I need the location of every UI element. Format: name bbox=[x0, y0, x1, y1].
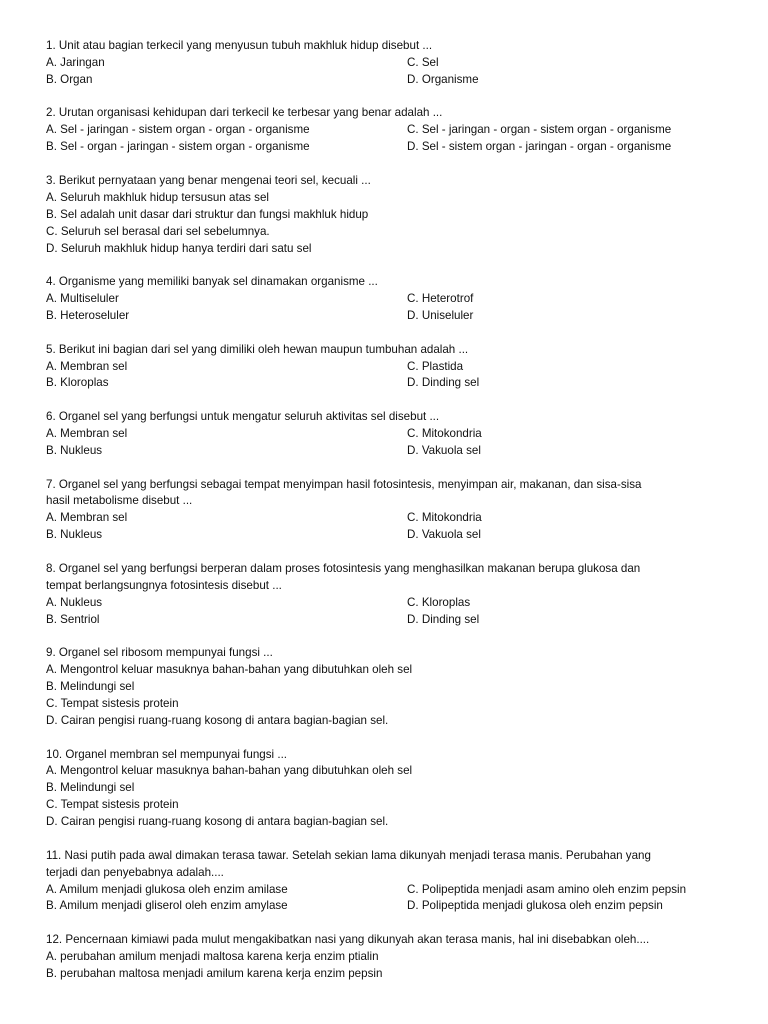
question-text: 2. Urutan organisasi kehidupan dari terkecil ke terbesar yang benar adalah ... bbox=[46, 106, 443, 120]
option-row bbox=[46, 510, 736, 527]
answer-option: A. Sel - jaringan - sistem organ - organ - organisme bbox=[46, 123, 310, 137]
answer-option: B. Melindungi sel bbox=[46, 680, 135, 694]
answer-option: C. Plastida bbox=[407, 359, 464, 373]
question-4 bbox=[46, 274, 736, 325]
question-text: 12. Pencernaan kimiawi pada mulut mengakibatkan nasi yang dikunyah akan terasa manis, hal ini disebabkan oleh.... bbox=[46, 933, 650, 947]
question-text: 6. Organel sel yang berfungsi untuk mengatur seluruh aktivitas sel disebut ... bbox=[46, 410, 440, 424]
option-row bbox=[46, 359, 736, 376]
answer-option: C. Polipeptida menjadi asam amino oleh enzim pepsin bbox=[407, 882, 687, 896]
answer-option: A. Membran sel bbox=[46, 511, 128, 525]
option-row bbox=[46, 612, 736, 629]
answer-option: B. Nukleus bbox=[46, 443, 103, 457]
answer-option: B. Sel - organ - jaringan - sistem organ - organisme bbox=[46, 140, 310, 154]
answer-option: D. Polipeptida menjadi glukosa oleh enzim pepsin bbox=[407, 899, 663, 913]
answer-option: B. Kloroplas bbox=[46, 376, 109, 390]
answer-option: B. Melindungi sel bbox=[46, 781, 135, 795]
answer-option: C. Tempat sistesis protein bbox=[46, 696, 179, 710]
question-text: 11. Nasi putih pada awal dimakan terasa tawar. Setelah sekian lama dikunyah menjadi terasa manis. Perubahan yang bbox=[46, 848, 651, 862]
question-text: 3. Berikut pernyataan yang benar mengenai teori sel, kecuali ... bbox=[46, 173, 371, 187]
option-row bbox=[46, 72, 736, 89]
question-2 bbox=[46, 105, 736, 156]
question-text: 9. Organel sel ribosom mempunyai fungsi ... bbox=[46, 646, 273, 660]
answer-option: A. Jaringan bbox=[46, 55, 105, 69]
question-text: 4. Organisme yang memiliki banyak sel dinamakan organisme ... bbox=[46, 275, 378, 289]
answer-option: B. Sentriol bbox=[46, 612, 100, 626]
answer-option: D. Cairan pengisi ruang-ruang kosong di antara bagian-bagian sel. bbox=[46, 815, 389, 829]
question-text: 10. Organel membran sel mempunyai fungsi ... bbox=[46, 747, 288, 761]
question-text: 8. Organel sel yang berfungsi berperan dalam proses fotosintesis yang menghasilkan makanan berupa glukosa dan bbox=[46, 561, 641, 575]
question-5 bbox=[46, 342, 736, 393]
answer-option: A. Nukleus bbox=[46, 595, 103, 609]
question-text: tempat berlangsungnya fotosintesis disebut ... bbox=[46, 578, 282, 592]
option-row bbox=[46, 308, 736, 325]
answer-option: D. Cairan pengisi ruang-ruang kosong di antara bagian-bagian sel. bbox=[46, 713, 389, 727]
answer-option: C. Seluruh sel berasal dari sel sebelumnya. bbox=[46, 224, 270, 238]
option-row bbox=[46, 426, 736, 443]
answer-option: D. Vakuola sel bbox=[407, 443, 481, 457]
answer-option: A. perubahan amilum menjadi maltosa karena kerja enzim ptialin bbox=[46, 950, 379, 964]
answer-option: C. Mitokondria bbox=[407, 427, 482, 441]
question-text: 1. Unit atau bagian terkecil yang menyusun tubuh makhluk hidup disebut ... bbox=[46, 39, 433, 52]
question-9 bbox=[46, 645, 736, 729]
question-11 bbox=[46, 848, 736, 916]
option-row bbox=[46, 291, 736, 308]
answer-option: A. Multiseluler bbox=[46, 292, 119, 306]
answer-option: B. perubahan maltosa menjadi amilum karena kerja enzim pepsin bbox=[46, 966, 383, 980]
answer-option: C. Mitokondria bbox=[407, 511, 482, 525]
answer-option: D. Dinding sel bbox=[407, 376, 480, 390]
answer-option: A. Membran sel bbox=[46, 359, 128, 373]
question-8 bbox=[46, 561, 736, 629]
question-6 bbox=[46, 409, 736, 460]
option-row bbox=[46, 527, 736, 544]
option-row bbox=[46, 55, 736, 72]
answer-option: D. Uniseluler bbox=[407, 308, 474, 322]
question-10 bbox=[46, 747, 736, 831]
option-row bbox=[46, 122, 736, 139]
answer-option: C. Heterotrof bbox=[407, 292, 474, 306]
answer-option: B. Nukleus bbox=[46, 528, 103, 542]
question-text: 7. Organel sel yang berfungsi sebagai tempat menyimpan hasil fotosintesis, menyimpan air, makanan, dan sisa-sisa bbox=[46, 477, 642, 491]
answer-option: B. Sel adalah unit dasar dari struktur dan fungsi makhluk hidup bbox=[46, 207, 369, 221]
answer-option: C. Sel - jaringan - organ - sistem organ - organisme bbox=[407, 123, 672, 137]
answer-option: A. Amilum menjadi glukosa oleh enzim amilase bbox=[46, 882, 288, 896]
question-text: hasil metabolisme disebut ... bbox=[46, 494, 193, 508]
question-text: 5. Berikut ini bagian dari sel yang dimiliki oleh hewan maupun tumbuhan adalah ... bbox=[46, 342, 469, 356]
answer-option: C. Kloroplas bbox=[407, 595, 471, 609]
answer-option: B. Amilum menjadi gliserol oleh enzim amylase bbox=[46, 899, 288, 913]
answer-option: A. Seluruh makhluk hidup tersusun atas sel bbox=[46, 190, 269, 204]
answer-option: A. Mengontrol keluar masuknya bahan-bahan yang dibutuhkan oleh sel bbox=[46, 764, 413, 778]
answer-option: D. Organisme bbox=[407, 72, 479, 86]
option-row bbox=[46, 139, 736, 156]
question-text: terjadi dan penyebabnya adalah.... bbox=[46, 865, 224, 879]
answer-option: C. Sel bbox=[407, 55, 439, 69]
answer-option: A. Membran sel bbox=[46, 427, 128, 441]
answer-option: D. Sel - sistem organ - jaringan - organ - organisme bbox=[407, 140, 672, 154]
option-row bbox=[46, 375, 736, 392]
option-row bbox=[46, 595, 736, 612]
option-row bbox=[46, 898, 736, 915]
question-list bbox=[46, 38, 736, 1000]
question-3 bbox=[46, 173, 736, 257]
answer-option: D. Seluruh makhluk hidup hanya terdiri dari satu sel bbox=[46, 241, 312, 255]
answer-option: A. Mengontrol keluar masuknya bahan-bahan yang dibutuhkan oleh sel bbox=[46, 663, 413, 677]
question-7 bbox=[46, 477, 736, 545]
question-12 bbox=[46, 932, 736, 983]
option-row bbox=[46, 882, 736, 899]
option-row bbox=[46, 443, 736, 460]
answer-option: B. Heteroseluler bbox=[46, 308, 130, 322]
answer-option: D. Vakuola sel bbox=[407, 528, 481, 542]
answer-option: C. Tempat sistesis protein bbox=[46, 798, 179, 812]
answer-option: D. Dinding sel bbox=[407, 612, 480, 626]
answer-option: B. Organ bbox=[46, 72, 93, 86]
question-1 bbox=[46, 38, 736, 89]
